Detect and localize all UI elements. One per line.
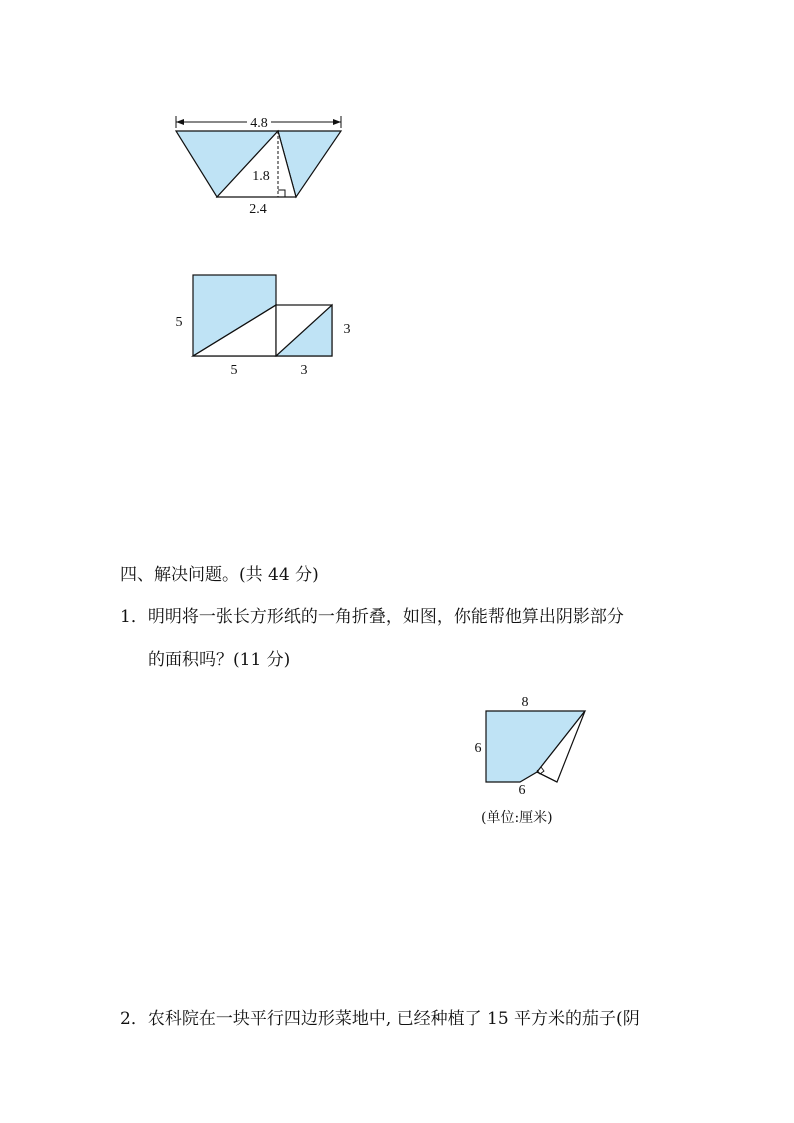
label-top: 8: [521, 695, 529, 710]
label-right-bottom: 3: [300, 363, 308, 378]
label-left-bottom: 5: [230, 363, 238, 378]
label-right-side: 3: [343, 322, 351, 337]
folded-rectangle-figure: [465, 690, 600, 798]
label-bottom: 2.4: [249, 202, 267, 217]
section-heading: 四、解决问题。(共 44 分): [120, 565, 319, 585]
label-top: 4.8: [250, 116, 268, 131]
label-left-side: 5: [175, 315, 183, 330]
arrow-right: [333, 119, 341, 125]
label-bottom: 6: [518, 783, 526, 798]
label-height: 1.8: [252, 169, 270, 184]
arrow-left: [176, 119, 184, 125]
question-2-line-1: 2．农科院在一块平行四边形菜地中, 已经种植了 15 平方米的茄子(阴: [120, 1009, 640, 1029]
label-left: 6: [474, 741, 482, 756]
figure-unit-caption: (单位:厘米): [481, 810, 553, 826]
two-squares-figure: [165, 265, 365, 385]
trapezoid-figure: [165, 105, 365, 225]
question-1-line-2: 的面积吗？(11 分): [148, 650, 291, 670]
question-1-line-1: 1．明明将一张长方形纸的一角折叠，如图，你能帮他算出阴影部分: [120, 607, 624, 627]
